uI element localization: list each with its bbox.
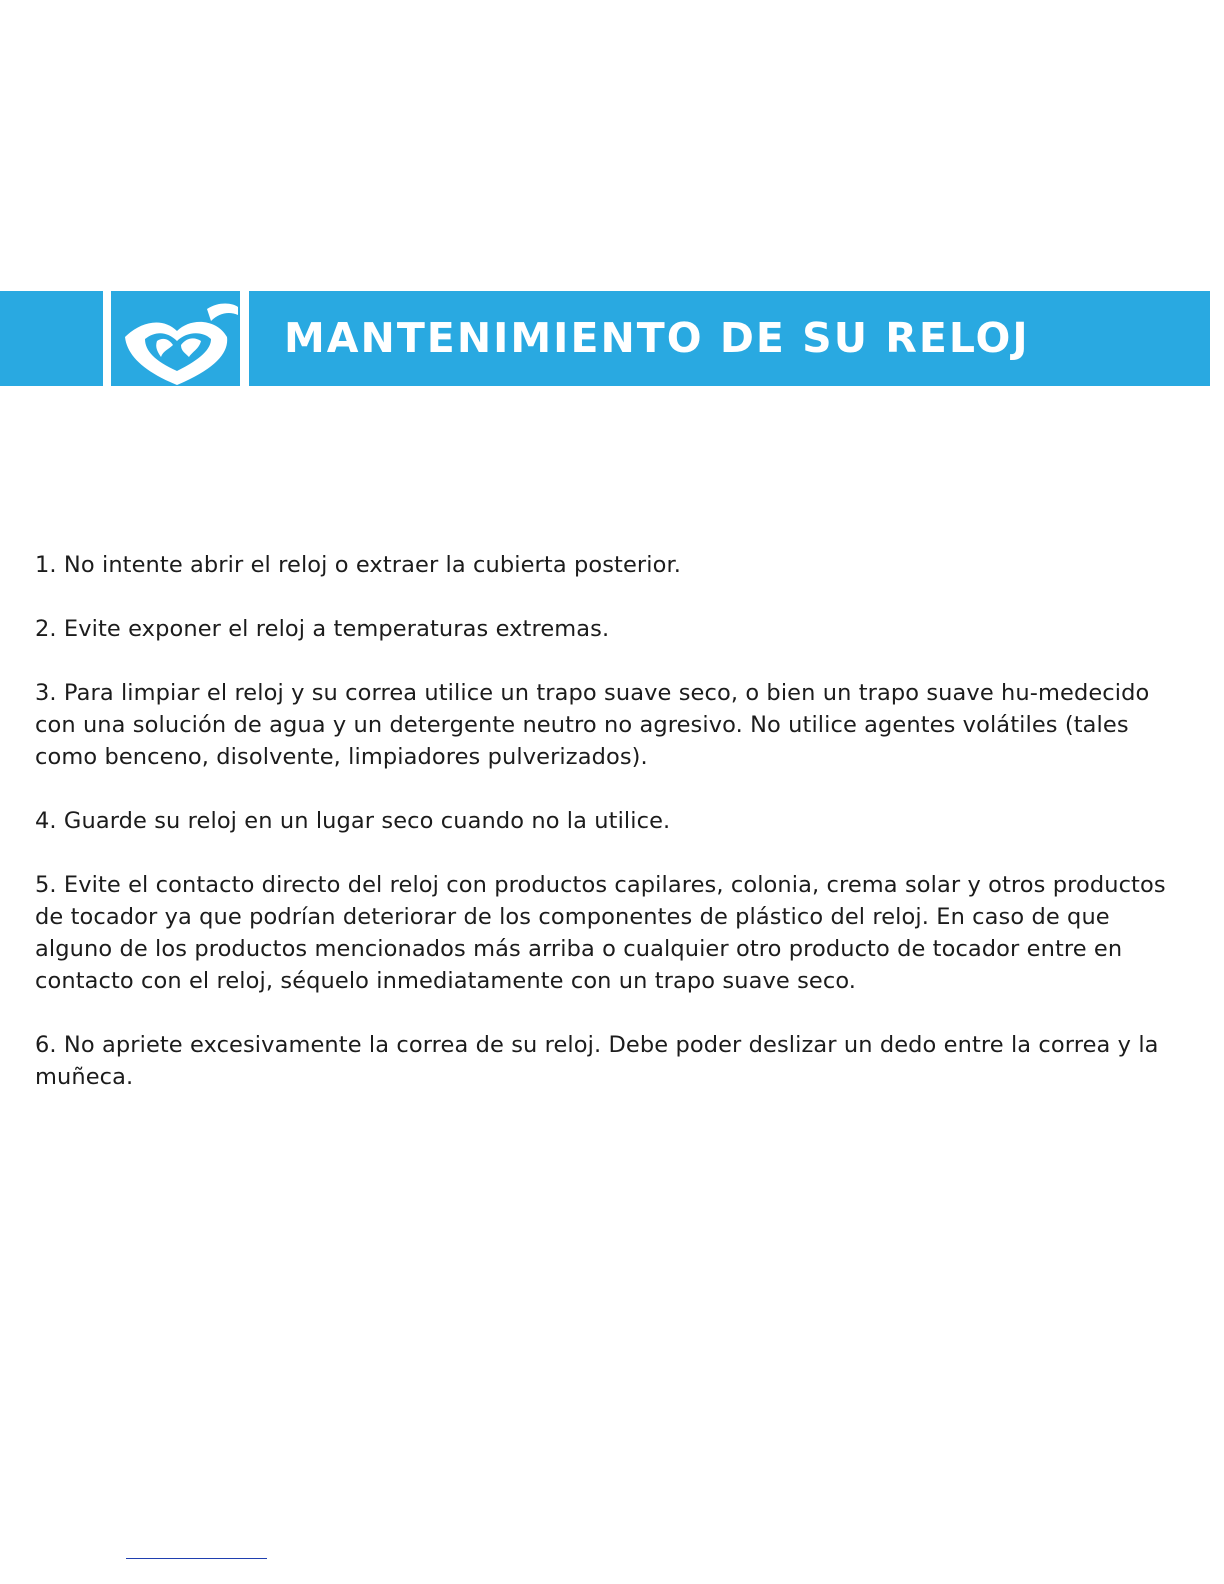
instruction-item: 4. Guarde su reloj en un lugar seco cuando no la utilice.	[35, 808, 671, 834]
header-band-left-block	[0, 291, 103, 386]
footer-rule	[126, 1558, 267, 1559]
heart-logo-icon	[111, 291, 240, 386]
logo-block	[111, 291, 240, 386]
instruction-item: 3. Para limpiar el reloj y su correa utilice un trapo suave seco, o bien un trapo suave hu-medecido con una solución de agua y un detergente neutro no agresivo. No utilice agentes volátiles (tales como benceno, disolvente, limpiadores pulverizados).	[35, 680, 1150, 770]
instruction-list	[35, 549, 1185, 1125]
title-block	[249, 291, 1210, 386]
page-title: MANTENIMIENTO DE SU RELOJ	[284, 314, 1030, 362]
header-band	[0, 291, 1224, 386]
instruction-item: 1. No intente abrir el reloj o extraer la cubierta posterior.	[35, 552, 681, 578]
instruction-item: 2. Evite exponer el reloj a temperaturas extremas.	[35, 616, 610, 642]
instruction-item: 5. Evite el contacto directo del reloj con productos capilares, colonia, crema solar y otros productos de tocador ya que podrían deteriorar de los componentes de plástico del reloj. En caso de que alguno de los productos mencionados más arriba o cualquier otro producto de tocador entre en contacto con el reloj, séquelo inmediatamente con un trapo suave seco.	[35, 872, 1166, 994]
instruction-item: 6. No apriete excesivamente la correa de su reloj. Debe poder deslizar un dedo entre la correa y la muñeca.	[35, 1032, 1159, 1090]
